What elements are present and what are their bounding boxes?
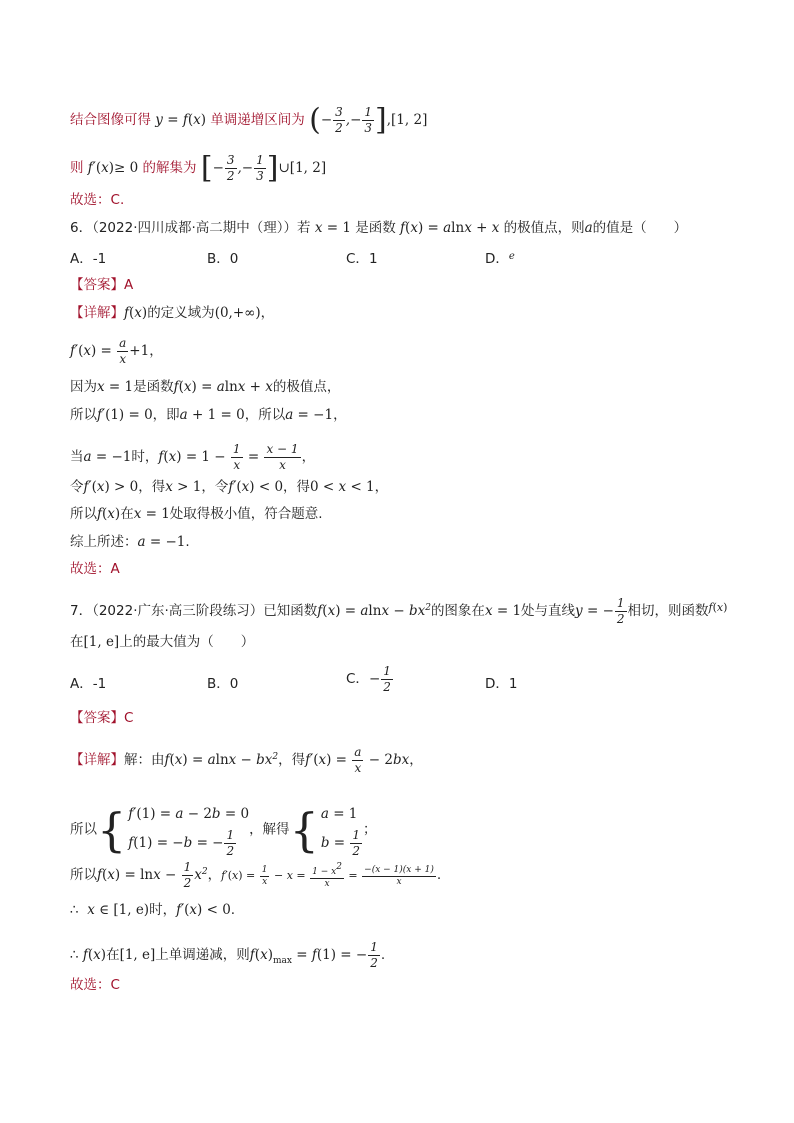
formula: x ∈ [1, e) [87, 902, 150, 918]
choose-line [70, 190, 124, 210]
q7-choose: 故选：C [70, 977, 120, 993]
formula: $f(x) = alnx - bx^2$ [164, 752, 279, 768]
formula: f(x) = lnx − $\frac{1}{2}$ $x^2$ [97, 860, 208, 890]
formula: a [584, 220, 593, 236]
q6-summary: 综上所述：a = −1. [70, 534, 190, 550]
text: 故选： [70, 192, 111, 208]
q6-option-c [346, 247, 378, 267]
formula: f′(x)≥ 0 [87, 160, 139, 176]
text: 时， [149, 902, 177, 918]
text: ，所以 [244, 407, 286, 423]
q7-option-b [207, 672, 238, 692]
text: ∴ [70, 947, 79, 963]
formula: x > 1 [165, 479, 202, 495]
formula: f(x) = alnx + x [173, 379, 273, 395]
text: e [508, 251, 515, 262]
q6-detail-4: 当a = −1时，f(x) = 1 − $\frac{1}{x}$ = $\frac{x - 1}{x}$ ， [70, 442, 316, 472]
formula: f′(x) = $\frac{a}{x}$ +1 [70, 336, 150, 366]
solution-system: { a = 1 b = $\frac{1}{2}$ [289, 802, 361, 858]
text: 单调递增区间为 [210, 112, 305, 128]
q7-option-d [485, 672, 518, 692]
text: 是函数 [133, 379, 174, 395]
q6-option-d [485, 247, 515, 267]
formula: x = 1 [133, 506, 170, 522]
formula: f′(x) > 0 [83, 479, 139, 495]
text: 上的最大值为（ ） [119, 634, 255, 650]
q6-answer: 【答案】A [70, 277, 134, 293]
formula: y = f(x) [155, 112, 207, 128]
interval-formula: (− $\frac{3}{2}$ ,− $\frac{1}{3}$ ],[1, 2] [309, 102, 428, 138]
formula: x = 1 [484, 603, 522, 619]
text: ，解得 [249, 821, 290, 838]
q6-option-b [207, 247, 238, 267]
text: 7．（2022·广东·高三阶段练习）已知函数 [70, 603, 318, 619]
text: ∴ [70, 902, 79, 918]
text: ，即 [152, 407, 180, 423]
answer: C [110, 192, 120, 208]
text: C． [346, 671, 369, 687]
formula: a = −1 [285, 407, 334, 423]
text: 所以 [70, 506, 97, 522]
equation-system: { f′(1) = a − 2b = 0 f(1) = −b = − $\frac{1}{2}$ [97, 802, 250, 858]
text: B． [207, 676, 230, 692]
text: 0 [229, 676, 239, 692]
text: 则 [70, 160, 84, 176]
text: ，得 [138, 479, 166, 495]
q7-detail-1: 【详解】解：由$f(x) = alnx - bx^2$，得f′(x) = $\frac{a}{x}$ − 2bx， [70, 745, 423, 775]
text: 的图象在 [430, 603, 485, 619]
q7-detail-4: ∴ x ∈ [1, e)时，f′(x) < 0. [70, 902, 236, 918]
formula: f(x) = 1 − $\frac{1}{x}$ = $\frac{x - 1}{x}$ [158, 442, 299, 472]
q6-detail-2 [70, 377, 340, 397]
text: 令 [70, 479, 84, 495]
text: -1 [92, 251, 107, 267]
q6-choose: 故选：A [70, 561, 120, 577]
q6-detail-1: 【详解】f(x)的定义域为(0,+∞)， [70, 305, 275, 321]
formula: y = − $\frac{1}{2}$ [575, 596, 625, 626]
q6-stem [70, 218, 687, 238]
q7-answer: 【答案】C [70, 710, 134, 726]
text: D． [485, 251, 509, 267]
text: A． [70, 251, 93, 267]
text: 结合图像可得 [70, 112, 151, 128]
text: 因为 [70, 379, 97, 395]
q7-detail-3: 所以f(x) = lnx − $\frac{1}{2}$ $x^2$，f′(x) = $\frac{1}{x}$ − x = $\frac{1 - x2}{x}$ = $\frac{-(x - 1)(x + 1)}{x}$ . [70, 860, 442, 890]
solution-set-formula: [− $\frac{3}{2}$ ,− $\frac{1}{3}$ ]∪[1, 2] [200, 150, 327, 186]
q6-detail-5: 令f′(x) > 0，得x > 1，令f′(x) < 0，得0 < x < 1， [70, 479, 389, 495]
q6-detail-3: 所以f′(1) = 0，即a + 1 = 0，所以a = −1， [70, 407, 347, 423]
formula: $f(x)_{max} = f(1)$ = − $\frac{1}{2}$ [249, 940, 378, 970]
text: 6．（2022·四川成都·高二期中（理））若 [70, 220, 311, 236]
formula: a = −1 [137, 534, 186, 550]
detail-label: 【详解】 [70, 752, 124, 768]
q7-option-a [70, 672, 106, 692]
text: C． [346, 251, 369, 267]
text: 的极值点，则 [503, 220, 585, 236]
q7-option-c [346, 664, 394, 695]
text: 相切，则函数 [627, 603, 709, 619]
text: 综上所述： [70, 534, 138, 550]
text: D． [485, 676, 509, 692]
text: B． [207, 251, 230, 267]
formula: f(x) [82, 947, 107, 963]
conclusion-line-1 [70, 102, 428, 138]
formula: (0,+∞) [214, 305, 261, 321]
text: ，得 [283, 479, 311, 495]
formula: $f(x) = alnx - bx^2$ [317, 603, 431, 619]
q7-detail-2: 所以 { f′(1) = a − 2b = 0 f(1) = −b = − $\frac{1}{2}$ ，解得 { a = 1 b = $\frac{1}{2}$ ； [70, 800, 377, 859]
q6-detail-6 [70, 504, 323, 524]
text: 1 [508, 676, 518, 692]
text: 时， [131, 449, 159, 465]
text: 是函数 [355, 220, 396, 236]
text: 的解集为 [142, 160, 197, 176]
text: 在 [106, 947, 120, 963]
q6-option-a [70, 247, 106, 267]
formula: f′(x) = $\frac{1}{x}$ − x = $\frac{1 - x2}{x}$ = $\frac{-(x - 1)(x + 1)}{x}$ [221, 862, 434, 889]
text: 的极值点， [272, 379, 341, 395]
formula: − $\frac{1}{2}$ [368, 664, 391, 694]
text: 所以 [70, 867, 97, 883]
text: 处取得极小值，符合题意. [169, 506, 323, 522]
formula: x = 1 [314, 220, 351, 236]
formula: f(x) [97, 506, 121, 522]
formula: f′(x) < 0 [176, 902, 231, 918]
text: 所以 [70, 821, 97, 838]
detail-label: 【详解】 [70, 305, 124, 321]
conclusion-line-2 [70, 150, 327, 186]
formula: f(x) [708, 601, 728, 614]
formula: f′(1) = 0 [97, 407, 153, 423]
text: 当 [70, 449, 84, 465]
formula: f′(x) = $\frac{a}{x}$ − 2bx [305, 745, 410, 775]
text: 的定义域为 [147, 305, 215, 321]
text: 上单调递减，则 [155, 947, 250, 963]
text: 处与直线 [521, 603, 576, 619]
formula: x = 1 [97, 379, 134, 395]
formula: f(x) = alnx + x [400, 220, 500, 236]
text: 在 [120, 506, 134, 522]
text: ，令 [201, 479, 229, 495]
text: 解：由 [124, 752, 165, 768]
text: ，得 [278, 752, 306, 768]
formula: [1, e] [83, 634, 120, 650]
text: 在 [70, 634, 84, 650]
formula: f′(x) < 0 [228, 479, 284, 495]
text: 1 [368, 251, 378, 267]
q7-stem-line-1 [70, 596, 727, 627]
text: . [119, 192, 125, 208]
formula: [1, e] [119, 947, 156, 963]
q7-detail-5: ∴ f(x)在[1, e]上单调递减，则$f(x)_{max} = f(1)$ = − $\frac{1}{2}$ . [70, 940, 386, 970]
q6-derivative: f′(x) = $\frac{a}{x}$ +1， [70, 336, 163, 366]
text: 的值是（ ） [592, 220, 688, 236]
formula: 0 < x < 1 [310, 479, 375, 495]
text: 0 [229, 251, 239, 267]
text: -1 [92, 676, 107, 692]
formula: a + 1 = 0 [179, 407, 245, 423]
formula: a = −1 [83, 449, 132, 465]
text: 所以 [70, 407, 97, 423]
formula: f(x) [124, 305, 148, 321]
q7-stem-line-2 [70, 632, 254, 652]
text: A． [70, 676, 93, 692]
